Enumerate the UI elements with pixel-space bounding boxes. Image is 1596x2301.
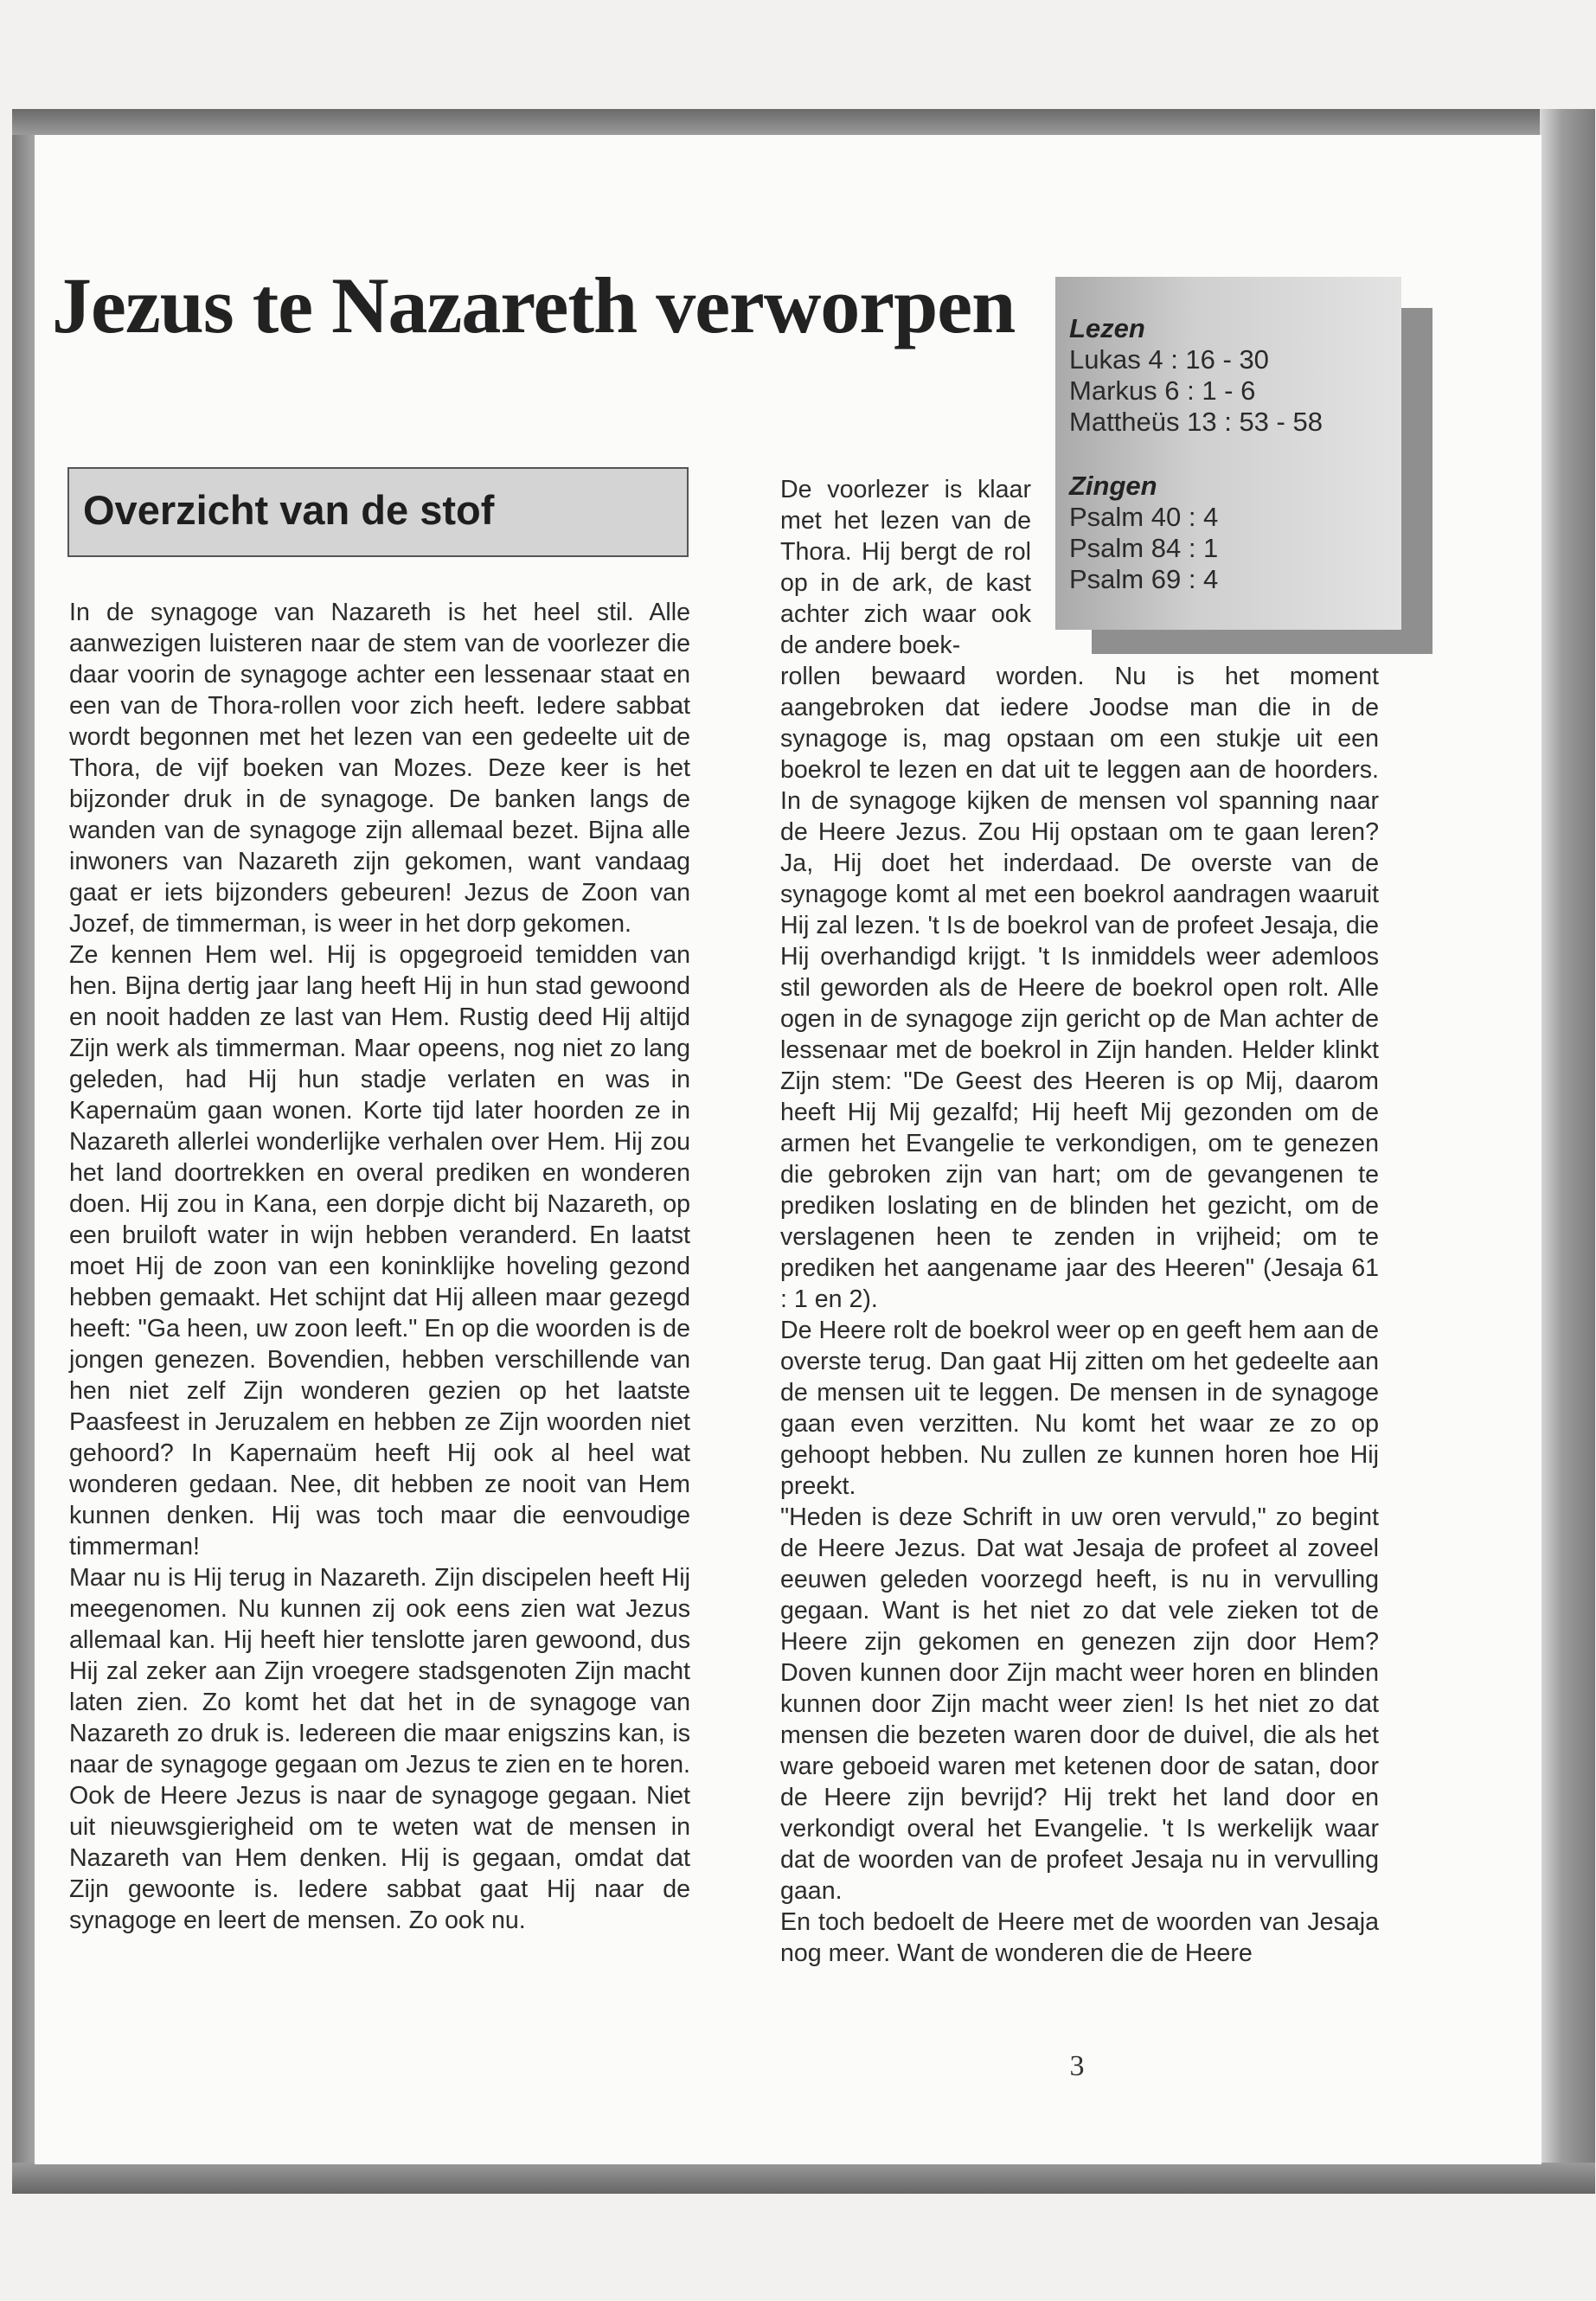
paragraph: "Heden is deze Schrift in uw oren vervuld," zo begint de Heere Jezus. Dat wat Jesaja de profeet al zoveel eeuwen geleden voorzegd heeft, is nu in vervulling gegaan. Want is het niet zo dat vele zieken tot de Heere zijn gekomen en genezen zijn door Hem? Doven kunnen door Zijn macht weer horen en blinden kunnen door Zijn macht weer zien! Is het niet zo dat mensen die bezeten waren door de duivel, die als het ware geboeid waren met ketenen door de satan, door de Heere zijn bevrijd? Hij trekt het land door en verkondigt overal het Evangelie. 't Is werkelijk waar dat de woorden van de profeet Jesaja nu in vervulling gaan. bbox=[780, 1503, 1379, 1905]
read-ref: Mattheüs 13 : 53 - 58 bbox=[1069, 407, 1323, 437]
paragraph: De Heere rolt de boekrol weer op en geeft hem aan de overste terug. Dan gaat Hij zitten om het gedeelte aan de mensen uit te leggen. De mensen in de synagoge gaan even verzitten. Nu komt het waar ze zo op gehoopt hebben. Nu zullen ze kunnen horen hoe Hij preekt. bbox=[780, 1317, 1379, 1500]
read-ref: Markus 6 : 1 - 6 bbox=[1069, 375, 1256, 406]
book-cover-bottom-edge bbox=[12, 2163, 1595, 2194]
page-title: Jezus te Nazareth verworpen bbox=[52, 261, 1016, 349]
overview-heading: Overzicht van de stof bbox=[83, 487, 495, 533]
sing-label: Zingen bbox=[1069, 471, 1157, 501]
sing-ref: Psalm 69 : 4 bbox=[1069, 564, 1219, 594]
paragraph: Maar nu is Hij terug in Nazareth. Zijn discipelen heeft Hij meegenomen. Nu kunnen zij ook eens zien wat Jezus allemaal kan. Hij heeft hier tenslotte jaren gewoond, dus Hij zal zeker aan Zijn vroegere stadsgenoten Zijn macht laten zien. Zo komt het dat het in de synagoge van Nazareth zo druk is. Iedereen die maar enigszins kan, is naar de synagoge gegaan om Jezus te zien en te horen. Ook de Heere Jezus is naar de synagoge gegaan. Niet uit nieuwsgierigheid om te weten wat de mensen in Nazareth van Hem denken. Hij is gegaan, omdat dat Zijn gewoonte is. Iedere sabbat gaat Hij naar de synagoge en leert de mensen. Zo ook nu. bbox=[69, 1564, 690, 1934]
right-text-column bbox=[780, 474, 1379, 1969]
paragraph: rollen bewaard worden. Nu is het moment aangebroken dat iedere Joodse man die in de synagoge is, mag opstaan om een stukje uit een boekrol te lezen en dat uit te leggen aan de hoorders. In de synagoge kijken de mensen vol spanning naar de Heere Jezus. Zou Hij opstaan om te gaan leren? Ja, Hij doet het inderdaad. De overste van de synagoge komt al met een boekrol aandragen waaruit Hij zal lezen. 't Is de boekrol van de profeet Jesaja, die Hij overhandigd krijgt. 't Is inmiddels weer ademloos stil geworden als de Heere de boekrol open rolt. Alle ogen in de synagoge zijn gericht op de Man achter de lessenaar met de boekrol in Zijn handen. Helder klinkt Zijn stem: "De Geest des Heeren is op Mij, daarom heeft Hij Mij gezalfd; Hij heeft Mij gezonden om de armen het Evangelie te verkondigen, om te genezen die gebroken zijn van hart; om de gevangenen te prediken loslating en de blinden het gezicht, om de verslagenen heen te zenden in vrijheid; om te prediken het aangename jaar des Heeren" (Jesaja 61 : 1 en 2). bbox=[780, 663, 1379, 1313]
paragraph: En toch bedoelt de Heere met de woorden van Jesaja nog meer. Want de wonderen die de Heere bbox=[780, 1908, 1379, 1967]
page-number: 3 bbox=[1069, 2050, 1085, 2082]
read-label: Lezen bbox=[1069, 313, 1145, 343]
book-cover-left-edge bbox=[12, 109, 36, 2194]
book-cover-top-edge bbox=[12, 109, 1595, 135]
paragraph: Ze kennen Hem wel. Hij is opgegroeid temidden van hen. Bijna dertig jaar lang heeft Hij in hun stad gewoond en nooit hadden ze last van Hem. Rustig deed Hij altijd Zijn werk als timmerman. Maar opeens, nog niet zo lang geleden, had Hij hun stadje verlaten en was in Kapernaüm gaan wonen. Korte tijd later hoorden ze in Nazareth allerlei wonderlijke verhalen over Hem. Hij zou het land doortrekken en overal prediken en wonderen doen. Hij zou in Kana, een dorpje dicht bij Nazareth, op een bruiloft water in wijn hebben veranderd. En laatst moet Hij de zoon van een koninklijke hoveling gezond hebben gemaakt. Het schijnt dat Hij alleen maar gezegd heeft: "Ga heen, uw zoon leeft." En op die woorden is de jongen genezen. Bovendien, hebben verschillende van hen niet zelf Zijn wonderen gezien op het laatste Paasfeest in Jeruzalem en hebben ze Zijn woorden niet gehoord? In Kapernaüm heeft Hij ook al heel wat wonderen gedaan. Nee, dit hebben ze nooit van Hem kunnen denken. Hij was toch maar die eenvoudige timmerman! bbox=[69, 941, 690, 1561]
overview-section-heading-box bbox=[67, 467, 689, 557]
paragraph: In de synagoge van Nazareth is het heel stil. Alle aanwezigen luisteren naar de stem van de voorlezer die daar voorin de synagoge achter een lessenaar staat en een van de Thora-rollen voor zich heeft. Iedere sabbat wordt begonnen met het lezen van een gedeelte uit de Thora, de vijf boeken van Mozes. Deze keer is het bijzonder druk in de synagoge. De banken langs de wanden van de synagoge zijn allemaal bezet. Bijna alle inwoners van Nazareth zijn gekomen, want vandaag gaat er iets bijzonders gebeuren! Jezus de Zoon van Jozef, de timmerman, is weer in het dorp gekomen. bbox=[69, 599, 690, 938]
left-text-column bbox=[69, 597, 690, 1936]
intro-paragraph: De voorlezer is klaar met het lezen van de Thora. Hij bergt de rol op in de ark, de kast achter zich waar ook de andere boek- bbox=[780, 476, 1031, 659]
sing-ref: Psalm 84 : 1 bbox=[1069, 533, 1219, 563]
read-ref: Lukas 4 : 16 - 30 bbox=[1069, 344, 1269, 375]
book-cover-right-edge bbox=[1540, 109, 1595, 2194]
sing-ref: Psalm 40 : 4 bbox=[1069, 502, 1219, 532]
